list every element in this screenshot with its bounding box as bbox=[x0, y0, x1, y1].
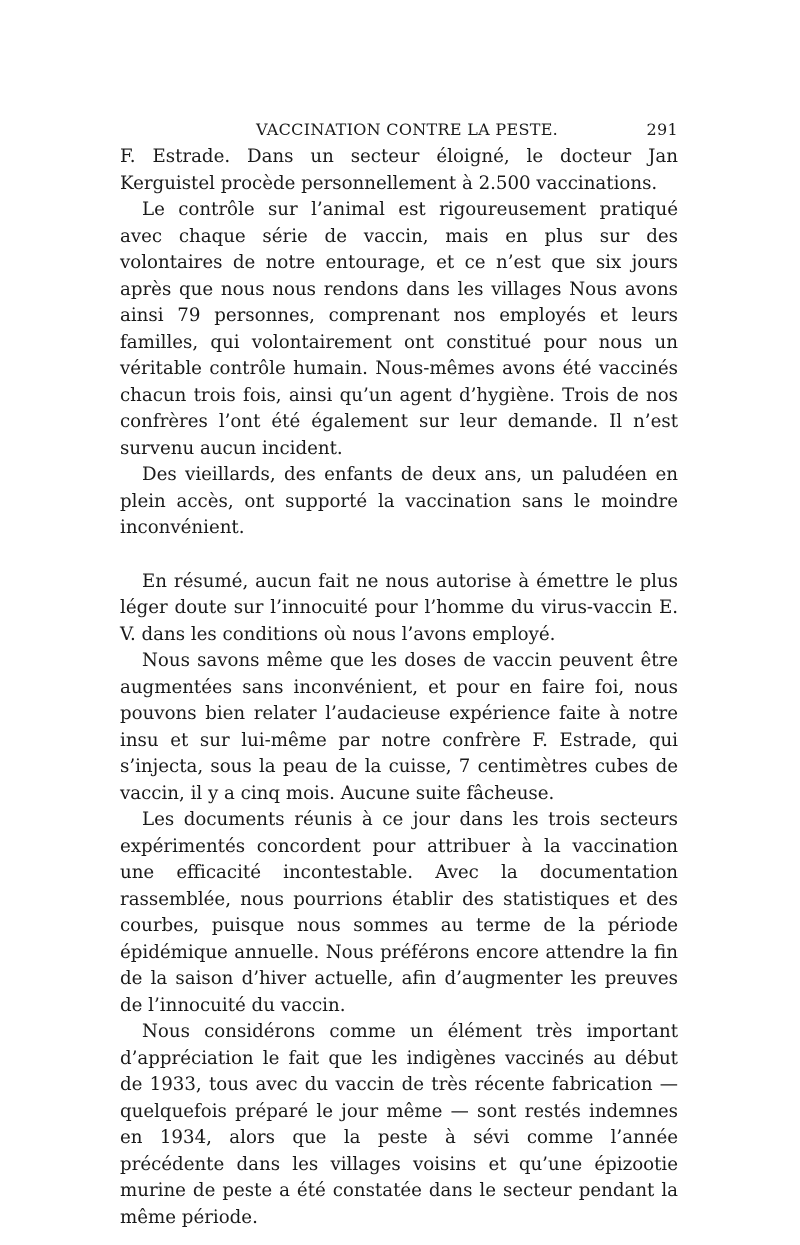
paragraph-control: Le contrôle sur l’animal est rigoureusement pratiqué avec chaque série de vaccin, mais en plus sur des volontaires de notre entourage, et ce n’est que six jours après que nous nous rendons dans les villages Nous avons ainsi 79 personnes, comprenant nos employés et leurs familles, qui volontairement ont constitué pour nous un véritable contrôle humain. Nous-mêmes avons été vaccinés chacun trois fois, ainsi qu’un agent d’hygiène. Trois de nos confrères l’ont été également sur leur demande. Il n’est survenu aucun incident. bbox=[120, 199, 678, 459]
page-number: 291 bbox=[646, 120, 678, 139]
section-spacer bbox=[120, 542, 678, 569]
paragraph-doses: Nous savons même que les doses de vaccin peuvent être augmentées sans inconvénient, et pour en faire foi, nous pouvons bien relater l’audacieuse expérience faite à notre insu et sur lui-même par notre confrère F. Estrade, qui s’injecta, sous la peau de la cuisse, 7 centimètres cubes de vaccin, il y a cinq mois. Aucune suite fâcheuse. bbox=[120, 650, 678, 804]
running-header bbox=[120, 110, 678, 144]
paragraph-summary: En résumé, aucun fait ne nous autorise à émettre le plus léger doute sur l’innocuité pour l’homme du virus-vaccin E. V. dans les conditions où nous l’avons employé. bbox=[120, 570, 678, 645]
paragraph-continuation: F. Estrade. Dans un secteur éloigné, le docteur Jan Kerguistel procède personnellement à 2.500 vaccinations. bbox=[120, 146, 678, 194]
paragraph-conclusion: Nous considérons comme un élément très important d’appréciation le fait que les indigènes vaccinés au début de 1933, tous avec du vaccin de très récente fabrication — quelquefois préparé le jour même — sont restés indemnes en 1934, alors que la peste à sévi comme l’année précédente dans les villages voisins et qu’une épizootie murine de peste a été constatée dans le secteur pendant la même période. bbox=[120, 1021, 678, 1228]
paragraph-elderly-children: Des vieillards, des enfants de deux ans, un paludéen en plein accès, ont supporté la vaccination sans le moindre inconvénient. bbox=[120, 464, 678, 538]
book-page bbox=[120, 110, 678, 1228]
running-title: VACCINATION CONTRE LA PESTE. bbox=[256, 120, 559, 139]
paragraph-documents: Les documents réunis à ce jour dans les trois secteurs expérimentés concordent pour attribuer à la vaccination une efficacité incontestable. Avec la documentation rassemblée, nous pourrions établir des statistiques et des courbes, puisque nous sommes au terme de la période épidémique annuelle. Nous préférons encore attendre la fin de la saison d’hiver actuelle, afin d’augmenter les preuves de l’innocuité du vaccin. bbox=[120, 809, 678, 1016]
